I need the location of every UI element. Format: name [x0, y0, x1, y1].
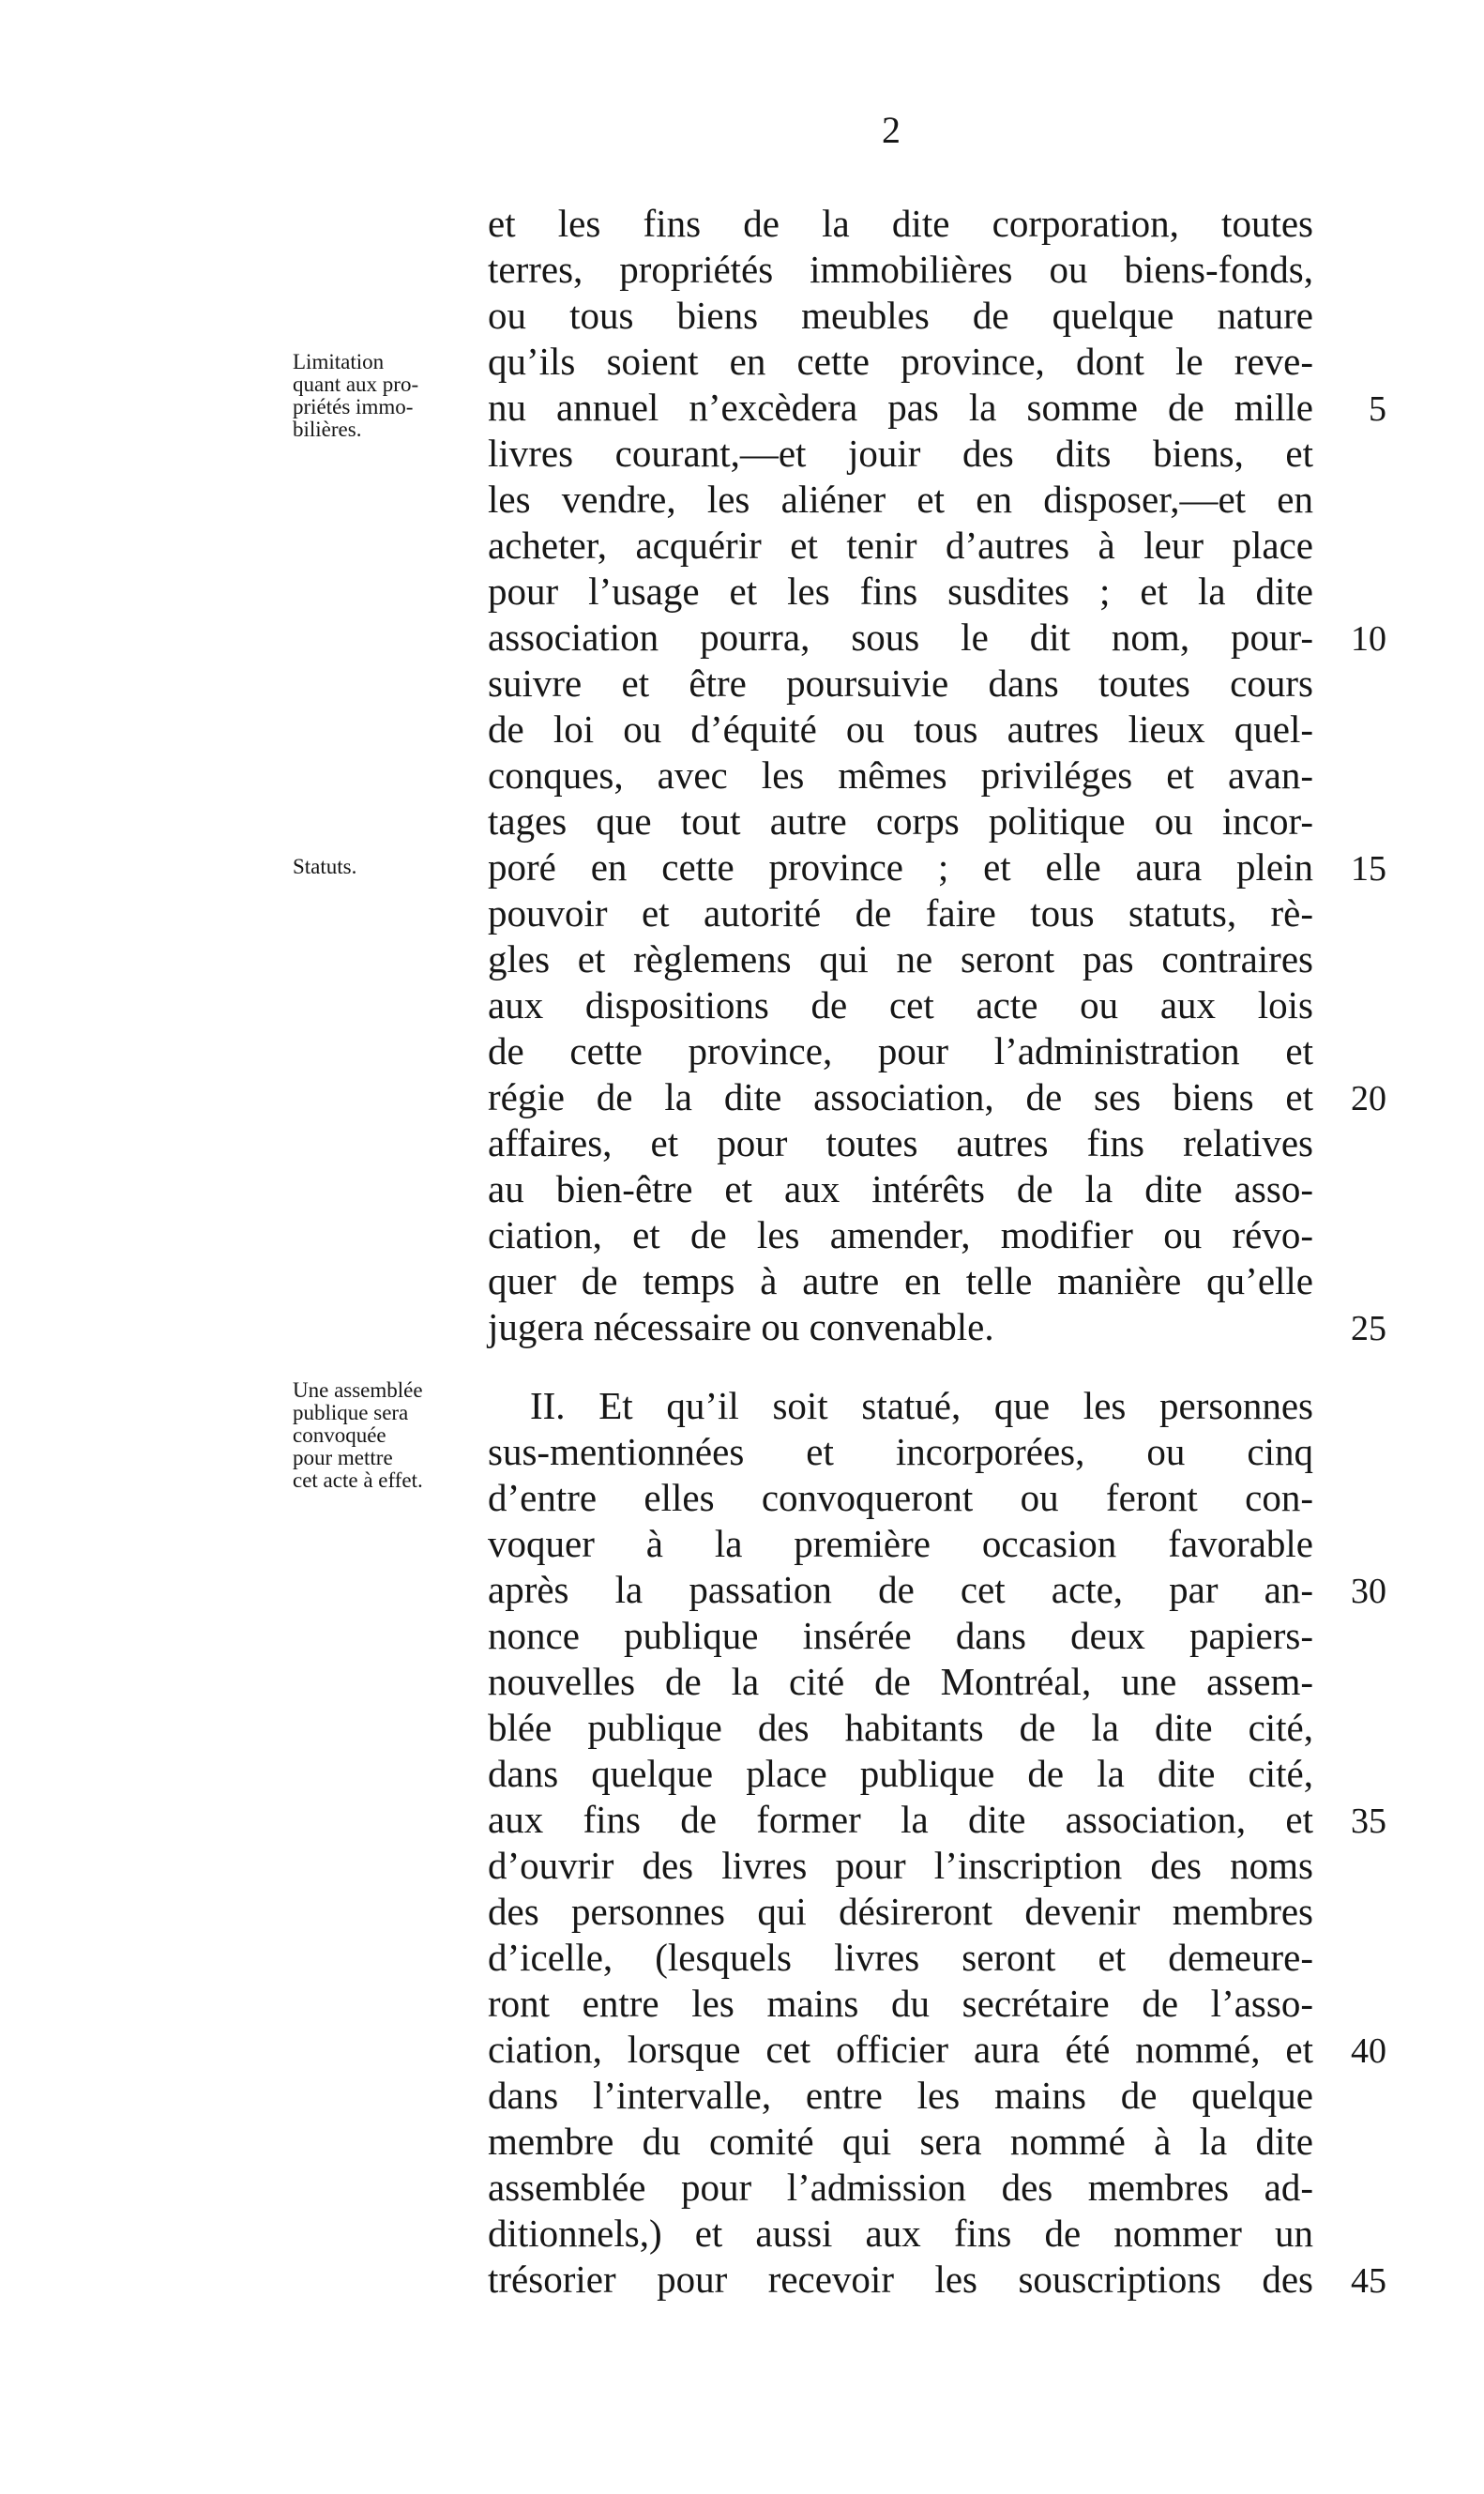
margin-note-statuts: Statuts. — [293, 855, 357, 878]
text-line: ciation, et de les amender, modifier ou révo- — [488, 1213, 1313, 1256]
text-line: dans quelque place publique de la dite cité, — [488, 1752, 1313, 1795]
line-number: 30 — [1351, 1572, 1386, 1611]
text-line: ditionnels,) et aussi aux fins de nommer un — [488, 2212, 1313, 2255]
text-line: terres, propriétés immobilières ou biens-fonds, — [488, 248, 1313, 291]
text-line: de loi ou d’équité ou tous autres lieux quel- — [488, 707, 1313, 751]
line-number: 20 — [1351, 1079, 1386, 1118]
margin-note-assemblee: Une assemblée publique sera convoquée pour mettre cet acte à effet. — [293, 1378, 423, 1492]
text-line: ou tous biens meubles de quelque nature — [488, 294, 1313, 337]
line-number: 15 — [1351, 849, 1386, 889]
text-line: les vendre, les aliéner et en disposer,—et en — [488, 478, 1313, 521]
text-line: d’ouvrir des livres pour l’inscription des noms — [488, 1844, 1313, 1887]
text-line: aux dispositions de cet acte ou aux lois — [488, 983, 1313, 1026]
text-line: ciation, lorsque cet officier aura été nommé, et — [488, 2028, 1313, 2071]
line-number: 10 — [1351, 619, 1386, 659]
text-line: blée publique des habitants de la dite cité, — [488, 1706, 1313, 1749]
margin-note-limitation: Limitation quant aux pro- priétés immo- bilières. — [293, 350, 419, 441]
text-line: II. Et qu’il soit statué, que les personnes — [530, 1384, 1313, 1427]
text-line: jugera nécessaire ou convenable. — [488, 1305, 994, 1348]
text-line: aux fins de former la dite association, et — [488, 1798, 1313, 1841]
text-line: gles et règlemens qui ne seront pas contraires — [488, 937, 1313, 981]
text-line: association pourra, sous le dit nom, pour- — [488, 616, 1313, 659]
text-line: livres courant,—et jouir des dits biens, et — [488, 432, 1313, 475]
text-line: voquer à la première occasion favorable — [488, 1522, 1313, 1565]
text-line: dans l’intervalle, entre les mains de quelque — [488, 2074, 1313, 2117]
text-line: sus-mentionnées et incorporées, ou cinq — [488, 1430, 1313, 1473]
text-line: membre du comité qui sera nommé à la dite — [488, 2120, 1313, 2163]
text-line: nonce publique insérée dans deux papiers- — [488, 1614, 1313, 1657]
page-number: 2 — [882, 109, 901, 151]
text-line: affaires, et pour toutes autres fins relatives — [488, 1121, 1313, 1164]
text-line: qu’ils soient en cette province, dont le reve- — [488, 340, 1313, 383]
line-number: 35 — [1351, 1802, 1386, 1841]
text-line: de cette province, pour l’administration et — [488, 1029, 1313, 1072]
text-line: tages que tout autre corps politique ou incor- — [488, 799, 1313, 843]
text-line: d’icelle, (lesquels livres seront et demeure- — [488, 1936, 1313, 1979]
text-line: pour l’usage et les fins susdites ; et la dite — [488, 570, 1313, 613]
text-line: poré en cette province ; et elle aura plein — [488, 845, 1313, 889]
text-line: au bien-être et aux intérêts de la dite asso- — [488, 1167, 1313, 1210]
line-number: 40 — [1351, 2031, 1386, 2071]
text-line: régie de la dite association, de ses biens et — [488, 1075, 1313, 1118]
text-line: conques, avec les mêmes priviléges et avan- — [488, 753, 1313, 797]
text-line: assemblée pour l’admission des membres ad- — [488, 2166, 1313, 2209]
line-number: 5 — [1369, 389, 1386, 429]
text-line: suivre et être poursuivie dans toutes cours — [488, 662, 1313, 705]
text-line: pouvoir et autorité de faire tous statuts, rè- — [488, 891, 1313, 935]
text-line: ront entre les mains du secrétaire de l’asso- — [488, 1982, 1313, 2025]
line-number: 45 — [1351, 2261, 1386, 2301]
text-line: des personnes qui désireront devenir membres — [488, 1890, 1313, 1933]
text-line: après la passation de cet acte, par an- — [488, 1568, 1313, 1611]
text-line: quer de temps à autre en telle manière qu’elle — [488, 1259, 1313, 1302]
text-line: nouvelles de la cité de Montréal, une assem- — [488, 1660, 1313, 1703]
text-line: nu annuel n’excèdera pas la somme de mille — [488, 386, 1313, 429]
text-line: acheter, acquérir et tenir d’autres à leur place — [488, 524, 1313, 567]
text-line: trésorier pour recevoir les souscriptions des — [488, 2258, 1313, 2301]
text-line: et les fins de la dite corporation, toutes — [488, 202, 1313, 245]
line-number: 25 — [1351, 1309, 1386, 1348]
text-line: d’entre elles convoqueront ou feront con- — [488, 1476, 1313, 1519]
